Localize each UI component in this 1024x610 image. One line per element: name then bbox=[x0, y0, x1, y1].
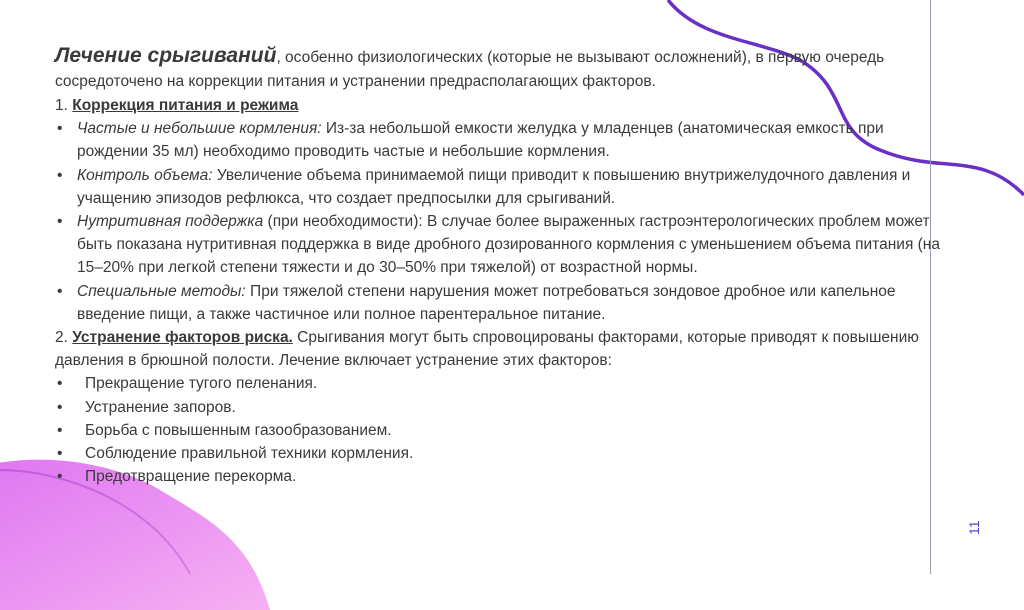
section-2-paragraph bbox=[55, 326, 955, 372]
list-item bbox=[55, 372, 955, 395]
item-text: При тяжелой степени нарушения может потребоваться зондовое дробное или капельное введение пищи, а также частичное или полное парентеральное питание. bbox=[77, 282, 896, 323]
bullet-icon: • bbox=[57, 398, 63, 416]
page-number: 11 bbox=[966, 520, 982, 535]
slide-title: Лечение срыгиваний bbox=[55, 44, 277, 67]
list-item bbox=[55, 396, 955, 419]
list-item bbox=[55, 442, 955, 465]
bullet-icon: • bbox=[57, 213, 63, 231]
item-term: Контроль объема: bbox=[77, 166, 213, 184]
list-item bbox=[55, 117, 955, 163]
list-item bbox=[55, 210, 955, 280]
section-title: Коррекция питания и режима bbox=[72, 97, 299, 114]
item-text: Соблюдение правильной техники кормления. bbox=[85, 445, 414, 463]
list-item bbox=[55, 164, 955, 210]
section-text: Срыгивания могут быть спровоцированы факторами, которые приводят к повышению давления в брюшной полости. Лечение включает устранение этих факторов: bbox=[55, 329, 919, 370]
bullet-icon: • bbox=[57, 421, 63, 439]
bullet-icon: • bbox=[57, 166, 63, 184]
bullet-icon: • bbox=[57, 375, 63, 393]
item-term: Нутритивная поддержка bbox=[77, 213, 264, 231]
list-item bbox=[55, 419, 955, 442]
item-text: Предотвращение перекорма. bbox=[85, 468, 297, 486]
list-item bbox=[55, 465, 955, 488]
intro-text: , особенно физиологических (которые не вызывают осложнений), в первую очередь сосредоточено на коррекции питания и устранении предрасполагающих факторов. bbox=[55, 49, 885, 90]
item-term: Специальные методы: bbox=[77, 282, 246, 300]
bullet-icon: • bbox=[57, 468, 63, 486]
item-text: Борьба с повышенным газообразованием. bbox=[85, 421, 392, 439]
bullet-icon: • bbox=[57, 120, 63, 138]
bullet-icon: • bbox=[57, 282, 63, 300]
item-text: Увеличение объема принимаемой пищи приводит к повышению внутрижелудочного давления и учащению эпизодов рефлюкса, что создает предпосылки для срыгиваний. bbox=[77, 166, 911, 207]
item-text: Из-за небольшой емкости желудка у младенцев (анатомическая емкость при рождении 35 мл) необходимо проводить частые и небольшие кормления. bbox=[77, 120, 884, 161]
section-number: 2. bbox=[55, 329, 73, 347]
list-item bbox=[55, 280, 955, 326]
bullet-icon: • bbox=[57, 445, 63, 463]
item-text: (при необходимости): В случае более выраженных гастроэнтерологических проблем может быть показана нутритивная поддержка в виде дробного дозированного кормления с уменьшением объема питания (на 15–20% при легкой степени тяжести и до 30–50% при тяжелой) от возрастной нормы. bbox=[77, 213, 940, 277]
item-term: Частые и небольшие кормления: bbox=[77, 120, 322, 138]
intro-paragraph bbox=[55, 44, 955, 94]
slide-content bbox=[55, 44, 955, 488]
item-text: Прекращение тугого пеленания. bbox=[85, 375, 318, 393]
section-title: Устранение факторов риска. bbox=[72, 329, 293, 347]
item-text: Устранение запоров. bbox=[85, 398, 236, 416]
section-number: 1. bbox=[55, 97, 73, 114]
section-1-heading bbox=[55, 94, 955, 117]
